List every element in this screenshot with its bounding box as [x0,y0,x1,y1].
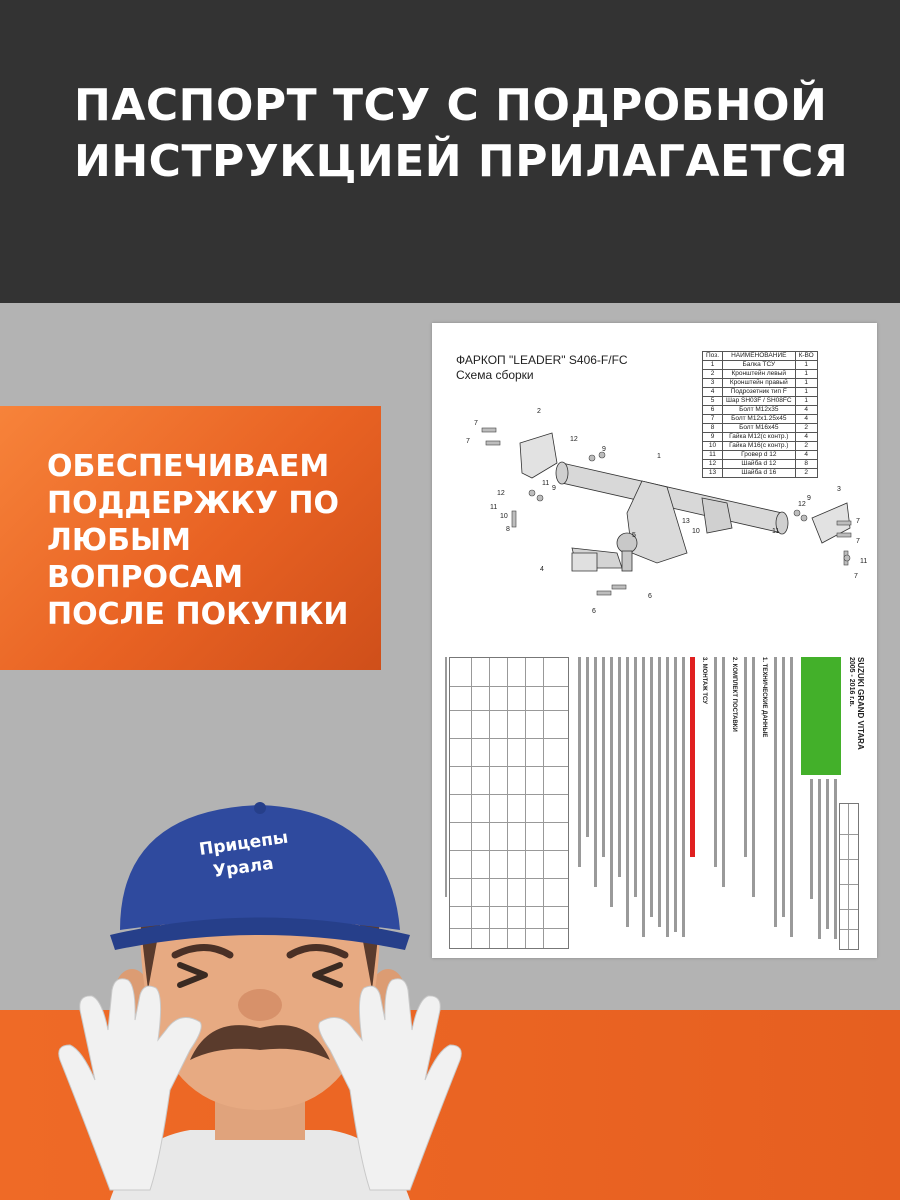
part-pos: 3 [703,379,723,388]
svg-text:7: 7 [466,438,470,445]
svg-text:6: 6 [592,608,596,615]
part-pos: 9 [703,433,723,442]
promo-line-4: ВОПРОСАМ [47,560,244,595]
part-pos: 5 [703,397,723,406]
part-pos: 8 [703,424,723,433]
parts-header-pos: Поз. [703,352,723,361]
assembly-diagram [452,403,872,623]
text-line [752,657,755,897]
text-line [634,657,637,897]
svg-text:10: 10 [500,513,508,520]
text-line [594,657,597,887]
part-qty: 4 [795,406,817,415]
promo-line-5: ПОСЛЕ ПОКУПКИ [47,597,349,632]
svg-text:10: 10 [692,528,700,535]
svg-text:8: 8 [506,526,510,533]
section-install-heading: 3. МОНТАЖ ТСУ [701,657,707,705]
document-subtitle: Схема сборки [456,368,534,382]
part-name: Гайка М12(с контр.) [723,433,796,442]
text-line [774,657,777,927]
text-line [790,657,793,937]
svg-text:11: 11 [542,480,550,487]
section-kit-heading: 2. КОМПЛЕКТ ПОСТАВКИ [731,657,737,732]
svg-text:3: 3 [837,486,841,493]
table-row [703,370,818,379]
text-line [782,657,785,917]
text-line [834,779,837,939]
headline [74,78,854,190]
part-qty: 1 [795,379,817,388]
svg-text:4: 4 [540,566,544,573]
part-qty: 4 [795,415,817,424]
part-qty: 1 [795,361,817,370]
parts-header-name: НАИМЕНОВАНИЕ [723,352,796,361]
part-name: Гровер d 12 [723,451,796,460]
svg-text:7: 7 [856,518,860,525]
headline-line-2: ИНСТРУКЦИЕЙ ПРИЛАГАЕТСЯ [74,136,849,187]
text-line [602,657,605,857]
part-qty: 8 [795,460,817,469]
text-line [666,657,669,937]
text-line [682,657,685,937]
text-line [626,657,629,927]
part-pos: 1 [703,361,723,370]
parts-table-header [703,352,818,361]
part-qty: 1 [795,388,817,397]
socket-plate [572,553,597,571]
part-name: Кронштейн левый [723,370,796,379]
headline-line-1: ПАСПОРТ ТСУ С ПОДРОБНОЙ [74,80,828,131]
part-name: Гайка М16(с контр.) [723,442,796,451]
warning-bar [690,657,695,857]
vehicle-years: 2005 - 2016 г.в. [848,657,855,707]
part-name: Шайба d 12 [723,460,796,469]
promo-line-2: ПОДДЕРЖКУ ПО [47,486,339,521]
passport-document [432,323,877,958]
article-table [839,803,859,950]
section-specs-heading: 1. ТЕХНИЧЕСКИЕ ДАННЫЕ [761,657,767,738]
text-line [650,657,653,917]
beam-end-left [556,462,568,484]
text-line [810,779,813,899]
part-name: Подрозетник тип F [723,388,796,397]
part-qty: 2 [795,469,817,478]
part-pos: 4 [703,388,723,397]
svg-text:11: 11 [490,504,498,511]
part-name: Болт М12х1.25х45 [723,415,796,424]
promo-line-1: ОБЕСПЕЧИВАЕМ [47,449,330,484]
part-qty: 2 [795,442,817,451]
svg-text:2: 2 [537,408,541,415]
part-pos: 10 [703,442,723,451]
instructions-page-rotated [442,653,867,953]
part-qty: 1 [795,397,817,406]
document-title: ФАРКОП "LEADER" S406-F/FC [456,353,628,367]
part-qty: 4 [795,451,817,460]
text-line [714,657,717,867]
text-line [586,657,589,837]
svg-text:11: 11 [772,528,780,535]
text-line [642,657,645,937]
promo-line-3: ЛЮБЫМ [47,523,191,558]
text-line [618,657,621,877]
part-qty: 2 [795,424,817,433]
part-name: Болт М16х45 [723,424,796,433]
svg-text:7: 7 [854,573,858,580]
part-name: Балка ТСУ [723,361,796,370]
mascot-illustration [40,760,480,1200]
svg-text:13: 13 [682,518,690,525]
promo-text [47,448,377,633]
part-pos: 2 [703,370,723,379]
svg-text:9: 9 [602,446,606,453]
cap-logo-line-1: Прицепы [197,827,290,860]
part-name: Болт М12х35 [723,406,796,415]
part-name: Шайба d 16 [723,469,796,478]
svg-text:6: 6 [648,593,652,600]
part-pos: 13 [703,469,723,478]
part-qty: 4 [795,433,817,442]
part-pos: 11 [703,451,723,460]
cap-logo-line-2: Урала [211,853,275,882]
table-row [703,388,818,397]
parts-header-qty: К-ВО [795,352,817,361]
text-line [610,657,613,907]
part-name: Шар SH03F / SH08FC [723,397,796,406]
text-line [578,657,581,867]
table-row [703,361,818,370]
instructions-page [442,653,867,953]
text-line [722,657,725,887]
svg-text:7: 7 [856,538,860,545]
left-bracket [520,433,557,478]
text-line [658,657,661,927]
svg-text:9: 9 [552,485,556,492]
highlight-block [801,657,841,775]
svg-text:12: 12 [798,501,806,508]
text-line [744,657,747,857]
svg-text:1: 1 [657,453,661,460]
vehicle-model: SUZUKI GRAND VITARA [856,657,865,750]
svg-text:5: 5 [632,532,636,539]
svg-text:11: 11 [860,558,868,565]
part-pos: 7 [703,415,723,424]
part-qty: 1 [795,370,817,379]
part-pos: 6 [703,406,723,415]
text-line [818,779,821,939]
svg-text:9: 9 [807,495,811,502]
text-line [674,657,677,932]
table-row [703,379,818,388]
svg-text:12: 12 [497,490,505,497]
part-pos: 12 [703,460,723,469]
part-name: Кронштейн правый [723,379,796,388]
text-line [826,779,829,929]
svg-text:12: 12 [570,436,578,443]
svg-text:7: 7 [474,420,478,427]
